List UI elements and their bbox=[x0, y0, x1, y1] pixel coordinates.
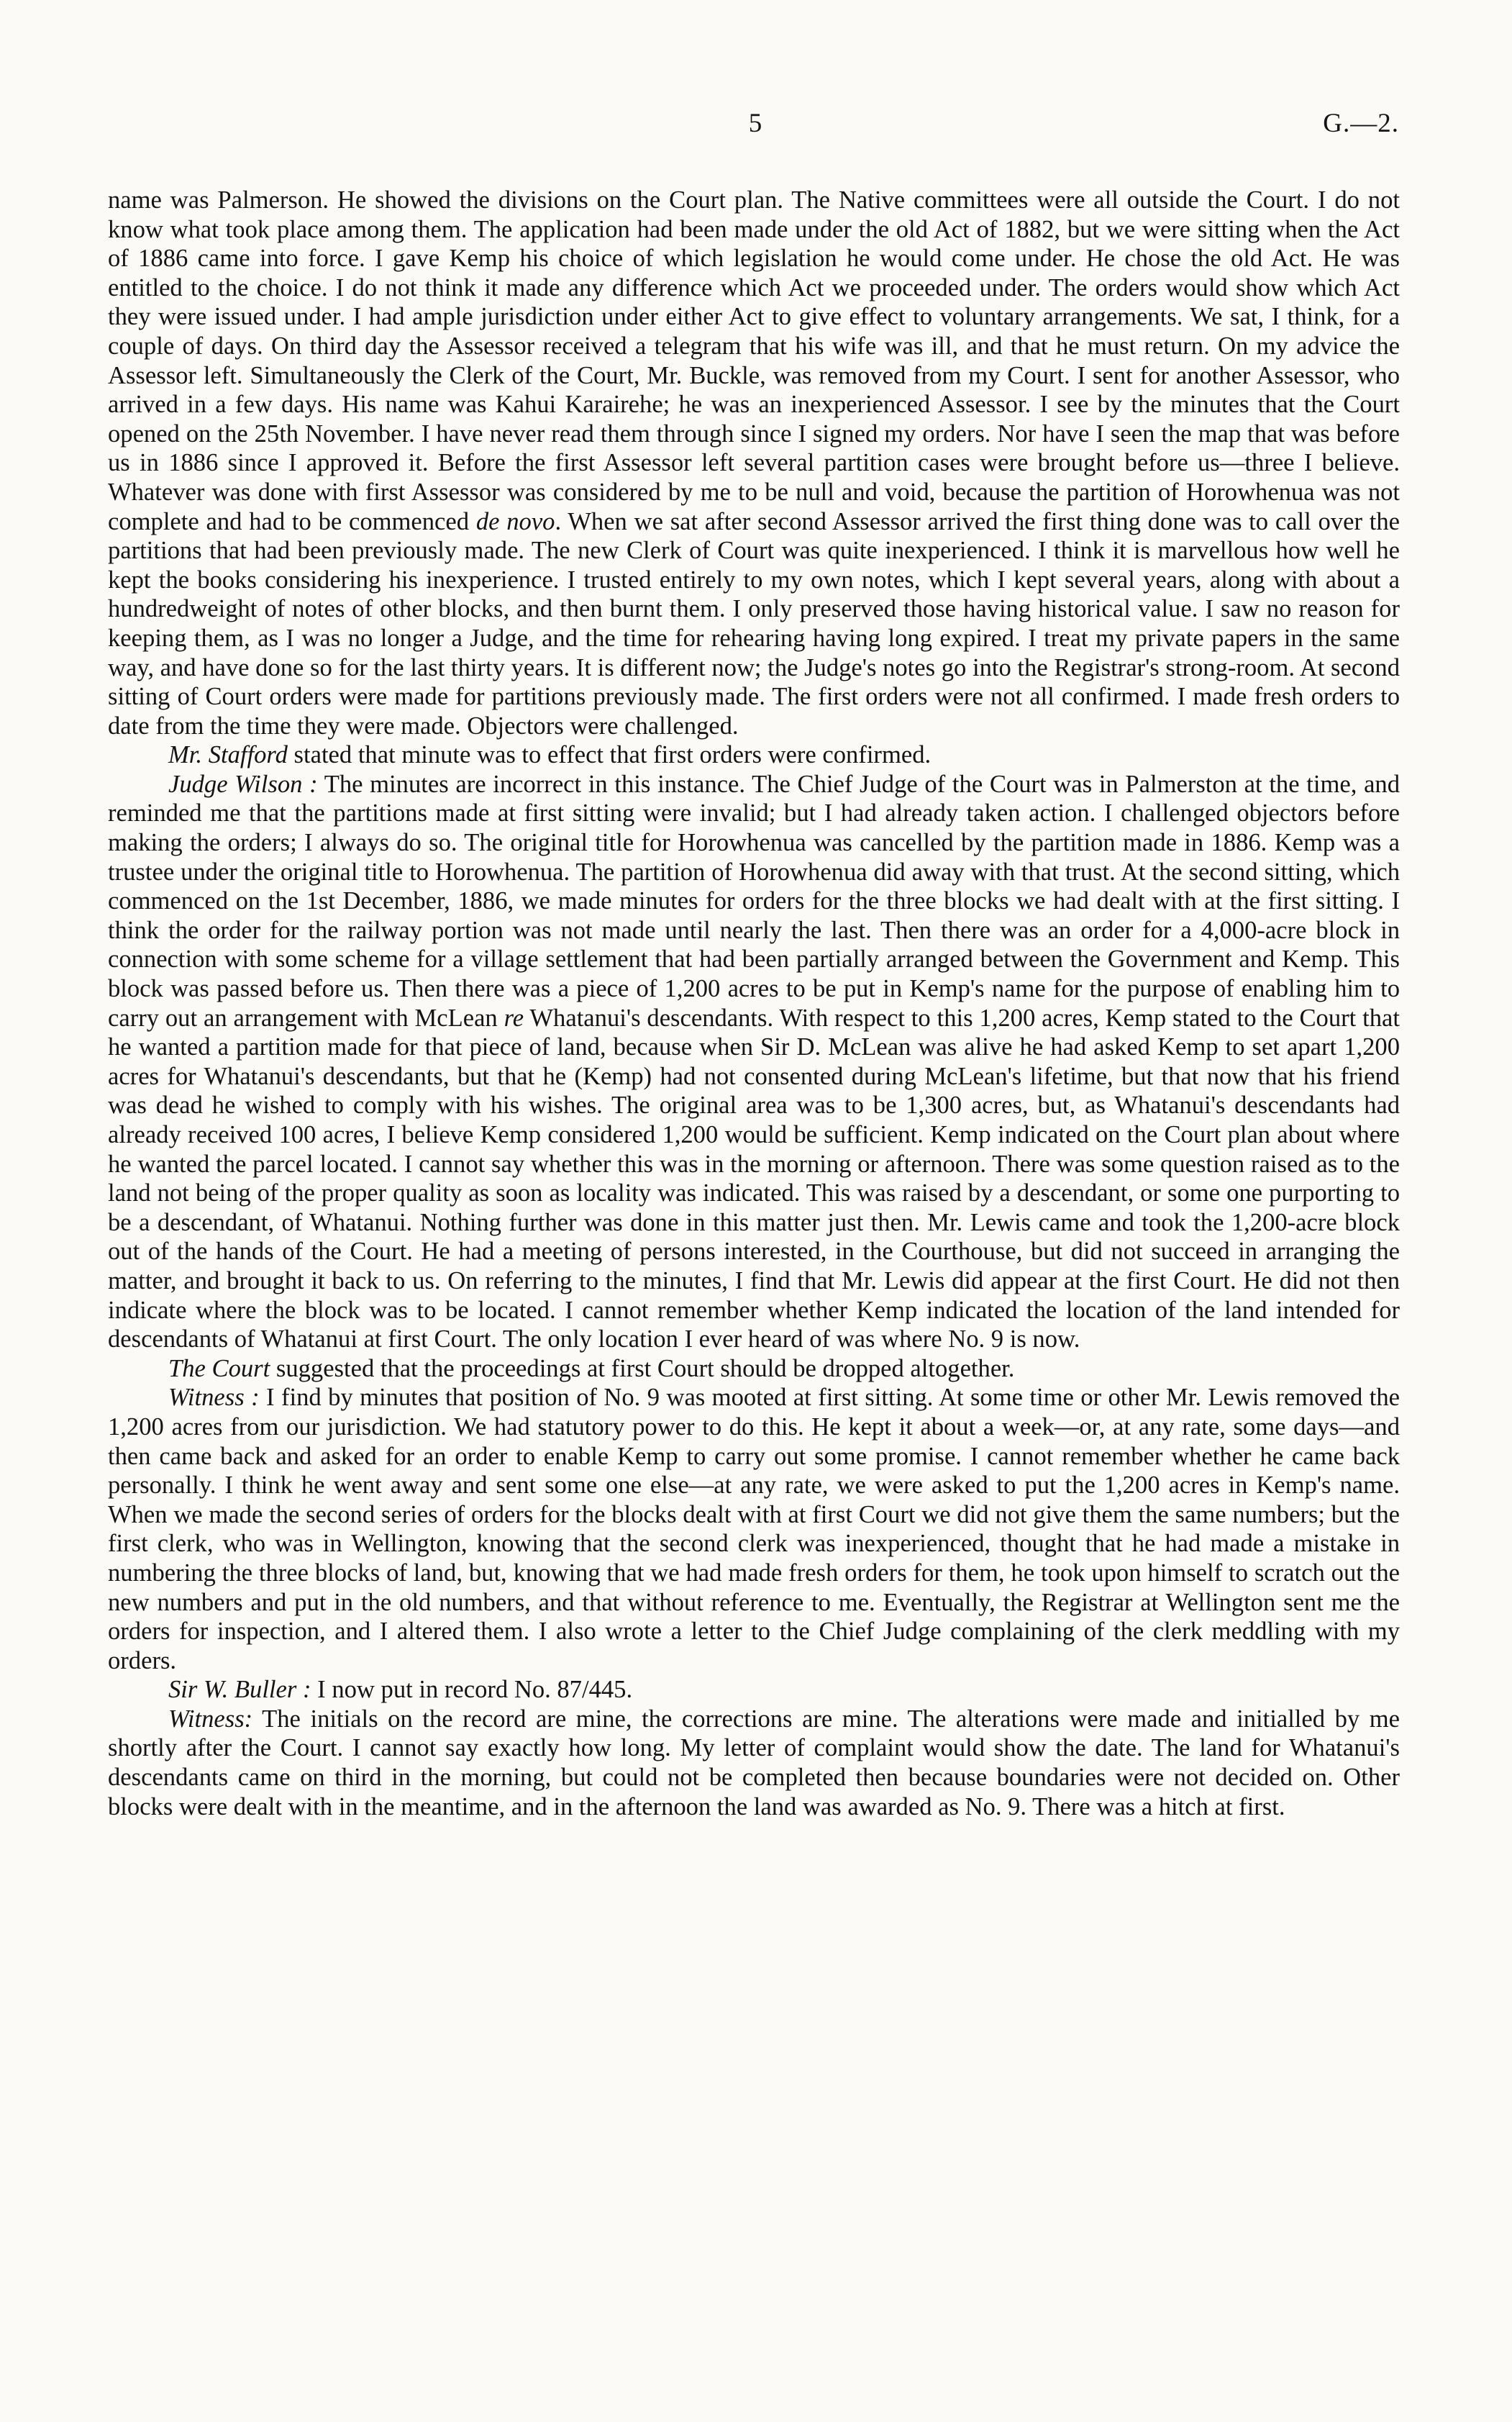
paragraph bbox=[108, 1705, 1400, 1821]
speaker-name: Witness: bbox=[168, 1705, 253, 1733]
speaker-name: Mr. Stafford bbox=[168, 741, 288, 769]
paragraph bbox=[108, 770, 1400, 1354]
speaker-name: Judge Wilson : bbox=[168, 770, 318, 798]
page-number: 5 bbox=[748, 109, 762, 138]
paragraph bbox=[108, 186, 1400, 740]
body-text bbox=[108, 186, 1400, 1821]
page-header bbox=[111, 108, 1399, 151]
paragraph bbox=[108, 1354, 1400, 1384]
paragraph-text-continued: . When we sat after second Assessor arrived the first thing done was to call over the partitions that had been previously made. The new Clerk of Court was quite inexperienced. I think it is marvellous how well he kept the books considering his inexperience. I trusted entirely to my own notes, which I kept several years, along with about a hundredweight of notes of other blocks, and then burnt them. I only preserved those having historical value. I saw no reason for keeping them, as I was no longer a Judge, and the time for rehearing having long expired. I treat my private papers in the same way, and have done so for the last thirty years. It is different now; the Judge's notes go into the Registrar's strong-room. At second sitting of Court orders were made for partitions previously made. The first orders were not all confirmed. I made fresh orders to date from the time they were made. Objectors were challenged. bbox=[108, 507, 1400, 740]
paragraph bbox=[108, 740, 1400, 770]
speaker-name: The Court bbox=[168, 1354, 270, 1382]
paragraph-text: The initials on the record are mine, the corrections are mine. The alterations were made and initialled by me shortly after the Court. I cannot say exactly how long. My letter of complaint would show the date. The land for Whatanui's descendants came on third in the morning, but could not be completed then because boundaries were not decided on. Other blocks were dealt with in the meantime, and in the afternoon the land was awarded as No. 9. There was a hitch at first. bbox=[108, 1705, 1401, 1820]
italic-phrase: re bbox=[504, 1004, 524, 1032]
paragraph-text: I find by minutes that position of No. 9 was mooted at first sitting. At some time or other Mr. Lewis removed the 1,200 acres from our jurisdiction. We had statutory power to do this. He kept it about a week—or, at any rate, some days—and then came back and asked for an order to enable Kemp to carry out some promise. I cannot remember whether he came back personally. I think he went away and sent some one else—at any rate, we were asked to put the 1,200 acres in Kemp's name. When we made the second series of orders for the blocks dealt with at first Court we did not give them the same numbers; but the first clerk, who was in Wellington, knowing that the second clerk was inexperienced, thought that he had made a mistake in numbering the three blocks of land, but, knowing that we had made fresh orders for them, he took upon himself to scratch out the new numbers and put in the old numbers, and that without reference to me. Eventually, the Registrar at Wellington sent me the orders for inspection, and I altered them. I also wrote a letter to the Chief Judge complaining of the clerk meddling with my orders. bbox=[108, 1384, 1400, 1674]
paragraph bbox=[108, 1675, 1400, 1705]
paragraph-text: The minutes are incorrect in this instance. The Chief Judge of the Court was in Palmerston at the time, and reminded me that the partitions made at first sitting were invalid; but I had already taken action. I challenged objectors before making the orders; I always do so. The original title for Horowhenua was cancelled by the partition made in 1886. Kemp was a trustee under the original title to Horowhenua. The partition of Horowhenua did away with that trust. At the second sitting, which commenced on the 1st December, 1886, we made minutes for orders for the three blocks we had dealt with at the first sitting. I think the order for the railway portion was not made until nearly the last. Then there was an order for a 4,000-acre block in connection with some scheme for a village settlement that had been partially arranged between the Government and Kemp. This block was passed before us. Then there was a piece of 1,200 acres to be put in Kemp's name for the purpose of enabling him to carry out an arrangement with McLean bbox=[108, 770, 1400, 1032]
speaker-name: Sir W. Buller : bbox=[168, 1676, 311, 1704]
paragraph-text: suggested that the proceedings at first Court should be dropped altogether. bbox=[275, 1354, 1015, 1382]
italic-phrase: de novo bbox=[475, 507, 555, 535]
paragraph-text: stated that minute was to effect that first orders were confirmed. bbox=[293, 741, 932, 769]
paragraph-text-continued: Whatanui's descendants. With respect to this 1,200 acres, Kemp stated to the Court that he wanted a partition made for that piece of land, because when Sir D. McLean was alive he had asked Kemp to set apart 1,200 acres for Whatanui's descendants, but that he (Kemp) had not consented during McLean's lifetime, but that now that his friend was dead he wished to comply with his wishes. The original area was to be 1,300 acres, but, as Whatanui's descendants had already received 100 acres, I believe Kemp considered 1,200 would be sufficient. Kemp indicated on the Court plan about where he wanted the parcel located. I cannot say whether this was in the morning or afternoon. There was some question raised as to the land not being of the proper quality as soon as locality was indicated. This was raised by a descendant, or some one purporting to be a descendant, of Whatanui. Nothing further was done in this matter just then. Mr. Lewis came and took the 1,200-acre block out of the hands of the Court. He had a meeting of persons interested, in the Courthouse, but did not succeed in arranging the matter, and brought it back to us. On referring to the minutes, I find that Mr. Lewis did appear at the first Court. He did not then indicate where the block was to be located. I cannot remember whether Kemp indicated the location of the land intended for descendants of Whatanui at first Court. The only location I ever heard of was where No. 9 is now. bbox=[108, 1004, 1400, 1353]
paragraph-text: I now put in record No. 87/445. bbox=[317, 1676, 633, 1704]
document-reference: G.—2. bbox=[1323, 109, 1399, 138]
paragraph-text: name was Palmerson. He showed the divisions on the Court plan. The Native committees were all outside the Court. I do not know what took place among them. The application had been made under the old Act of 1882, but we were sitting when the Act of 1886 came into force. I gave Kemp his choice of which legislation he would come under. He chose the old Act. He was entitled to the choice. I do not think it made any difference which Act we proceeded under. The orders would show which Act they were issued under. I had ample jurisdiction under either Act to give effect to voluntary arrangements. We sat, I think, for a couple of days. On third day the Assessor received a telegram that his wife was ill, and that he must return. On my advice the Assessor left. Simultaneously the Clerk of the Court, Mr. Buckle, was removed from my Court. I sent for another Assessor, who arrived in a few days. His name was Kahui Karairehe; he was an inexperienced Assessor. I see by the minutes that the Court opened on the 25th November. I have never read them through since I signed my orders. Nor have I seen the map that was before us in 1886 since I approved it. Before the first Assessor left several partition cases were brought before us—three I believe. Whatever was done with first Assessor was considered by me to be null and void, because the partition of Horowhenua was not complete and had to be commenced bbox=[108, 186, 1400, 535]
speaker-name: Witness : bbox=[168, 1384, 260, 1412]
paragraph bbox=[108, 1383, 1400, 1675]
